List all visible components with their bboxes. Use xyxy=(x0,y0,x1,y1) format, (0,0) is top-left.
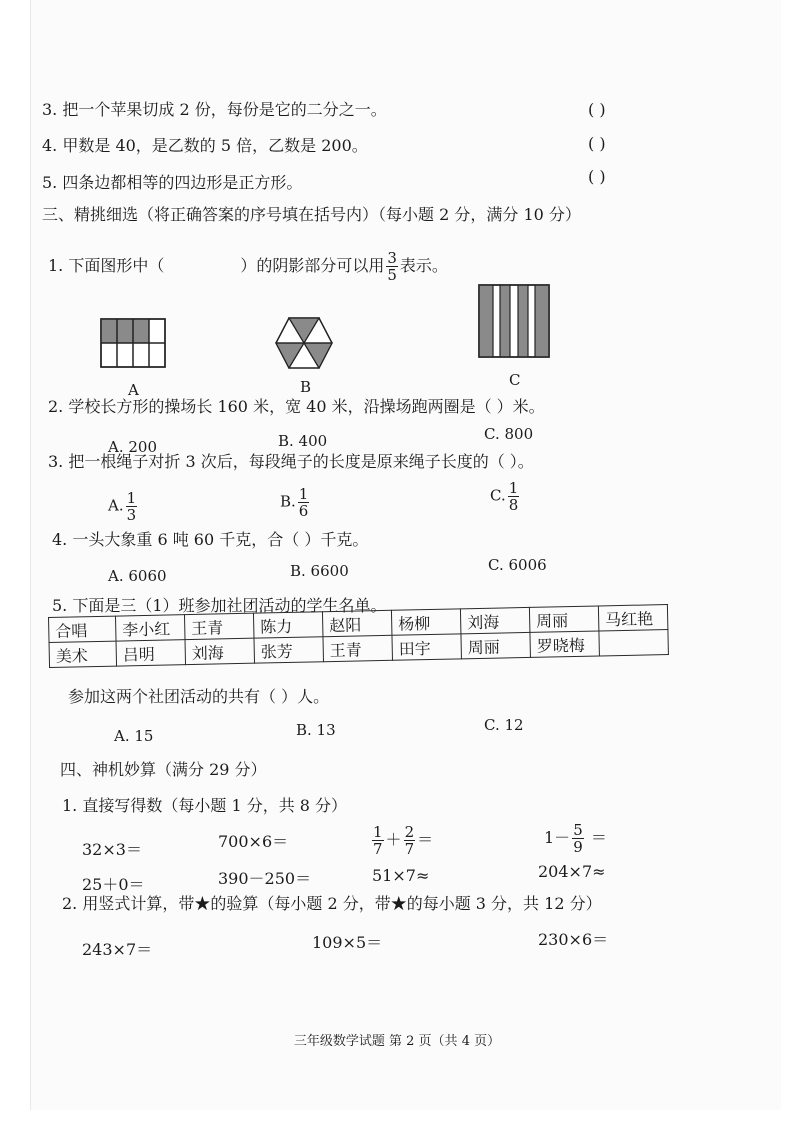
s3-q2-option-c[interactable]: C. 800 xyxy=(484,425,534,443)
vertical-calc-item: 243×7＝ xyxy=(82,940,153,959)
table-cell: 马红艳 xyxy=(598,605,668,631)
figure-c-strips xyxy=(478,284,550,358)
section3-heading: 三、精挑细选（将正确答案的序号填在括号内）（每小题 2 分，满分 10 分） xyxy=(42,205,581,224)
judge-answer-paren-3[interactable]: ( ) xyxy=(588,100,606,119)
fraction-1-8: $\frac{1}{8}$ xyxy=(508,479,519,514)
page-footer: 三年级数学试题 第 2 页（共 4 页） xyxy=(293,1034,501,1049)
s3-q3-option-a[interactable]: A. $\frac{1}{3}$ xyxy=(108,489,137,524)
s3-q1-prefix: 1. 下面图形中（ xyxy=(48,256,165,275)
table-cell: 陈力 xyxy=(253,612,323,638)
s3-q5-ask: 参加这两个社团活动的共有（ ）人。 xyxy=(68,687,330,706)
figure-a-shaded xyxy=(101,319,149,343)
s3-q1-stem xyxy=(48,250,448,283)
table-cell: 罗晓梅 xyxy=(530,631,600,657)
s4-q1-title: 1. 直接写得数（每小题 1 分，共 8 分） xyxy=(62,796,348,815)
judge-item-3: 3. 把一个苹果切成 2 份，每份是它的二分之一。 xyxy=(42,100,387,119)
s3-q3-option-c[interactable]: C. $\frac{1}{8}$ xyxy=(490,479,519,514)
table-cell: 赵阳 xyxy=(322,610,392,636)
s3-q2-stem: 2. 学校长方形的操场长 160 米，宽 40 米，沿操场跑两圈是（ ）米。 xyxy=(48,397,545,416)
table-cell: 刘海 xyxy=(460,607,530,633)
s3-q5-option-c[interactable]: C. 12 xyxy=(484,716,524,734)
calc-item: 25＋0＝ xyxy=(82,875,145,894)
s3-q1-suffix: 表示。 xyxy=(399,256,448,275)
calc-item: 32×3＝ xyxy=(82,840,142,859)
table-cell: 杨柳 xyxy=(391,609,461,635)
calc-item: 390－250＝ xyxy=(218,869,312,888)
table-cell: 刘海 xyxy=(185,638,255,664)
s3-q5-option-b[interactable]: B. 13 xyxy=(296,721,336,739)
s3-q4-stem: 4. 一头大象重 6 吨 60 千克，合（ ）千克。 xyxy=(52,530,369,549)
judge-answer-paren-4[interactable]: ( ) xyxy=(588,134,606,153)
table-cell: 合唱 xyxy=(49,616,117,642)
judge-item-5: 5. 四条边都相等的四边形是正方形。 xyxy=(42,173,303,192)
judge-item-4: 4. 甲数是 40，是乙数的 5 倍，乙数是 200。 xyxy=(42,136,368,155)
s3-q5-stem: 5. 下面是三（1）班参加社团活动的学生名单。 xyxy=(52,596,387,615)
table-cell: 美术 xyxy=(49,641,117,667)
s3-q1-mid: ）的阴影部分可以用 xyxy=(240,256,385,275)
calc-fraction-diff: 1－ $\frac{5}{9}$ ＝ xyxy=(544,821,607,856)
s3-q2-option-b[interactable]: B. 400 xyxy=(278,432,328,450)
s3-q4-option-c[interactable]: C. 6006 xyxy=(488,556,547,574)
s4-q2-title: 2. 用竖式计算，带★的验算（每小题 2 分，带★的每小题 3 分，共 12 分） xyxy=(62,894,602,913)
s3-q4-option-a[interactable]: A. 6060 xyxy=(108,567,167,585)
s3-q2-option-a[interactable]: A. 200 xyxy=(108,438,157,456)
table-cell: 王青 xyxy=(323,635,393,661)
table-cell: 李小红 xyxy=(115,615,185,641)
table-cell: 张芳 xyxy=(254,637,324,663)
s3-q5-option-a[interactable]: A. 15 xyxy=(114,727,154,745)
calc-fraction-sum: $\frac{1}{7}$ ＋ $\frac{2}{7}$ ＝ xyxy=(373,823,434,858)
figure-b-label: B xyxy=(300,378,312,396)
fraction-3-5: $\frac{3}{5}$ xyxy=(387,249,397,284)
judge-answer-paren-5[interactable]: ( ) xyxy=(588,167,606,186)
figure-b-hexagon xyxy=(274,316,334,370)
table-cell: 周丽 xyxy=(529,606,599,632)
figure-a-label: A xyxy=(128,381,139,399)
s3-q3-option-b[interactable]: B. $\frac{1}{6}$ xyxy=(280,485,309,520)
s3-q4-option-b[interactable]: B. 6600 xyxy=(290,562,349,580)
table-cell xyxy=(599,630,669,656)
calc-item: 51×7≈ xyxy=(372,866,430,885)
fraction-1-3: $\frac{1}{3}$ xyxy=(126,489,137,524)
calc-item: 204×7≈ xyxy=(538,862,606,881)
table-cell: 王青 xyxy=(184,613,254,639)
figure-c-label: C xyxy=(509,371,521,389)
table-cell: 吕明 xyxy=(116,640,186,666)
table-cell: 田宇 xyxy=(392,634,462,660)
table-cell: 周丽 xyxy=(461,632,531,658)
figure-a-grid xyxy=(100,318,166,368)
vertical-calc-item: 109×5＝ xyxy=(312,933,383,952)
vertical-calc-item: 230×6＝ xyxy=(538,930,609,949)
section4-heading: 四、神机妙算（满分 29 分） xyxy=(60,760,267,779)
s3-q3-stem: 3. 把一根绳子对折 3 次后，每段绳子的长度是原来绳子长度的（ ）。 xyxy=(48,452,534,471)
calc-item: 700×6＝ xyxy=(218,832,289,851)
fraction-1-6: $\frac{1}{6}$ xyxy=(298,485,309,520)
